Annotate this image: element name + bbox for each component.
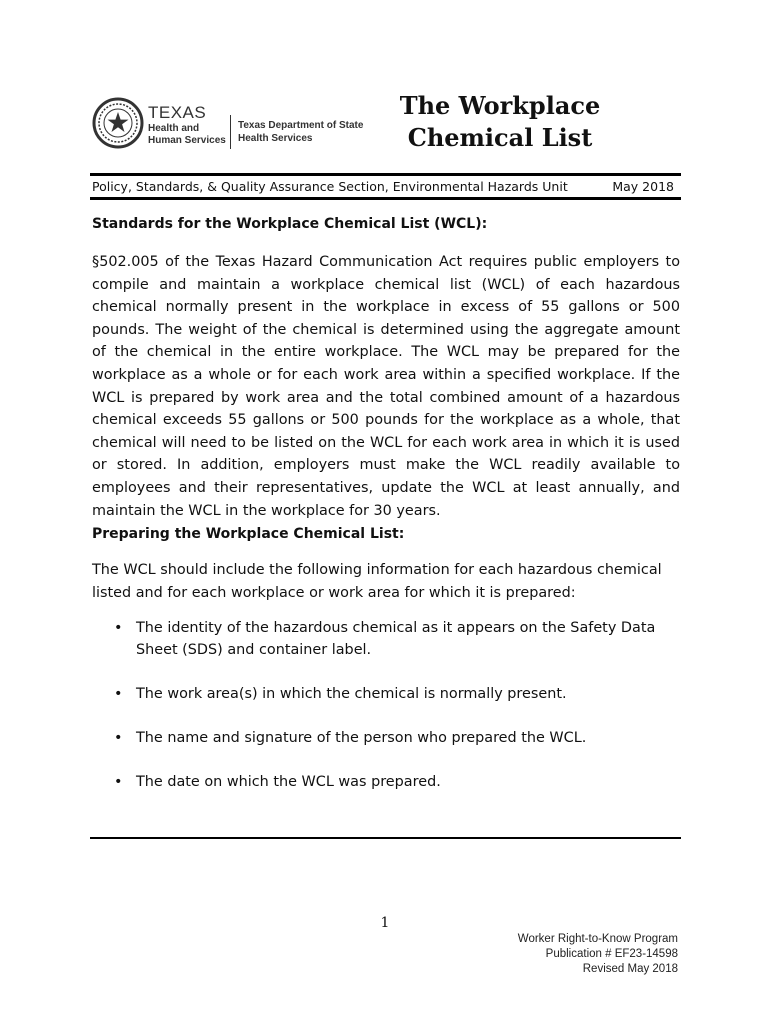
page-number: 1 <box>380 915 390 931</box>
footer-program: Worker Right-to-Know Program <box>517 933 678 945</box>
footer-publication: Publication # EF23-14598 <box>545 948 678 960</box>
heading-preparing: Preparing the Workplace Chemical List: <box>92 526 405 542</box>
paragraph-preparing: The WCL should include the following information for each hazardous chemical listed and for each workplace or work area for which it is prepared: <box>92 562 662 601</box>
list-item: • The identity of the hazardous chemical as it appears on the Safety Data Sheet (SDS) and container label. <box>110 617 670 661</box>
title-line-1: The Workplace <box>399 91 601 120</box>
footer-rule <box>90 837 681 839</box>
section-name: Policy, Standards, & Quality Assurance Section, Environmental Hazards Unit <box>92 179 568 194</box>
logo-hhs-text: Health and Human Services <box>148 123 226 146</box>
agency-logo <box>92 95 362 155</box>
title-line-2: Chemical List <box>407 123 593 152</box>
footer-info <box>518 932 678 977</box>
requirements-list <box>110 617 670 793</box>
logo-texas-text: TEXAS <box>148 103 207 122</box>
document-title <box>380 90 620 154</box>
header-rule-bottom <box>90 197 681 200</box>
logo-divider <box>230 115 231 149</box>
texas-seal-icon <box>92 97 144 149</box>
publication-date: May 2018 <box>612 179 674 194</box>
list-item: • The work area(s) in which the chemical is normally present. <box>110 683 670 705</box>
list-item: • The date on which the WCL was prepared. <box>110 771 670 793</box>
logo-dshs-text: Texas Department of State Health Services <box>238 120 364 144</box>
heading-standards: Standards for the Workplace Chemical List (WCL): <box>92 216 488 232</box>
header-rule-top <box>90 173 681 176</box>
paragraph-standards: §502.005 of the Texas Hazard Communication Act requires public employers to compile and maintain a workplace chemical list (WCL) of each hazardous chemical normally present in the workplace in excess of 55 gallons or 500 pounds. The weight of the chemical is determined using the aggregate amount of the chemical in the entire workplace. The WCL may be prepared for the workplace as a whole or for each work area within a specified workplace. If the WCL is prepared by work area and the total combined amount of a hazardous chemical exceeds 55 gallons or 500 pounds for the workplace as a whole, that chemical will need to be listed on the WCL for each work area in which it is used or stored. In addition, employers must make the WCL readily available to employees and their representatives, update the WCL at least annually, and maintain the WCL in the workplace for 30 years. <box>92 254 680 519</box>
footer-revised: Revised May 2018 <box>582 963 678 975</box>
list-item: • The name and signature of the person who prepared the WCL. <box>110 727 670 749</box>
